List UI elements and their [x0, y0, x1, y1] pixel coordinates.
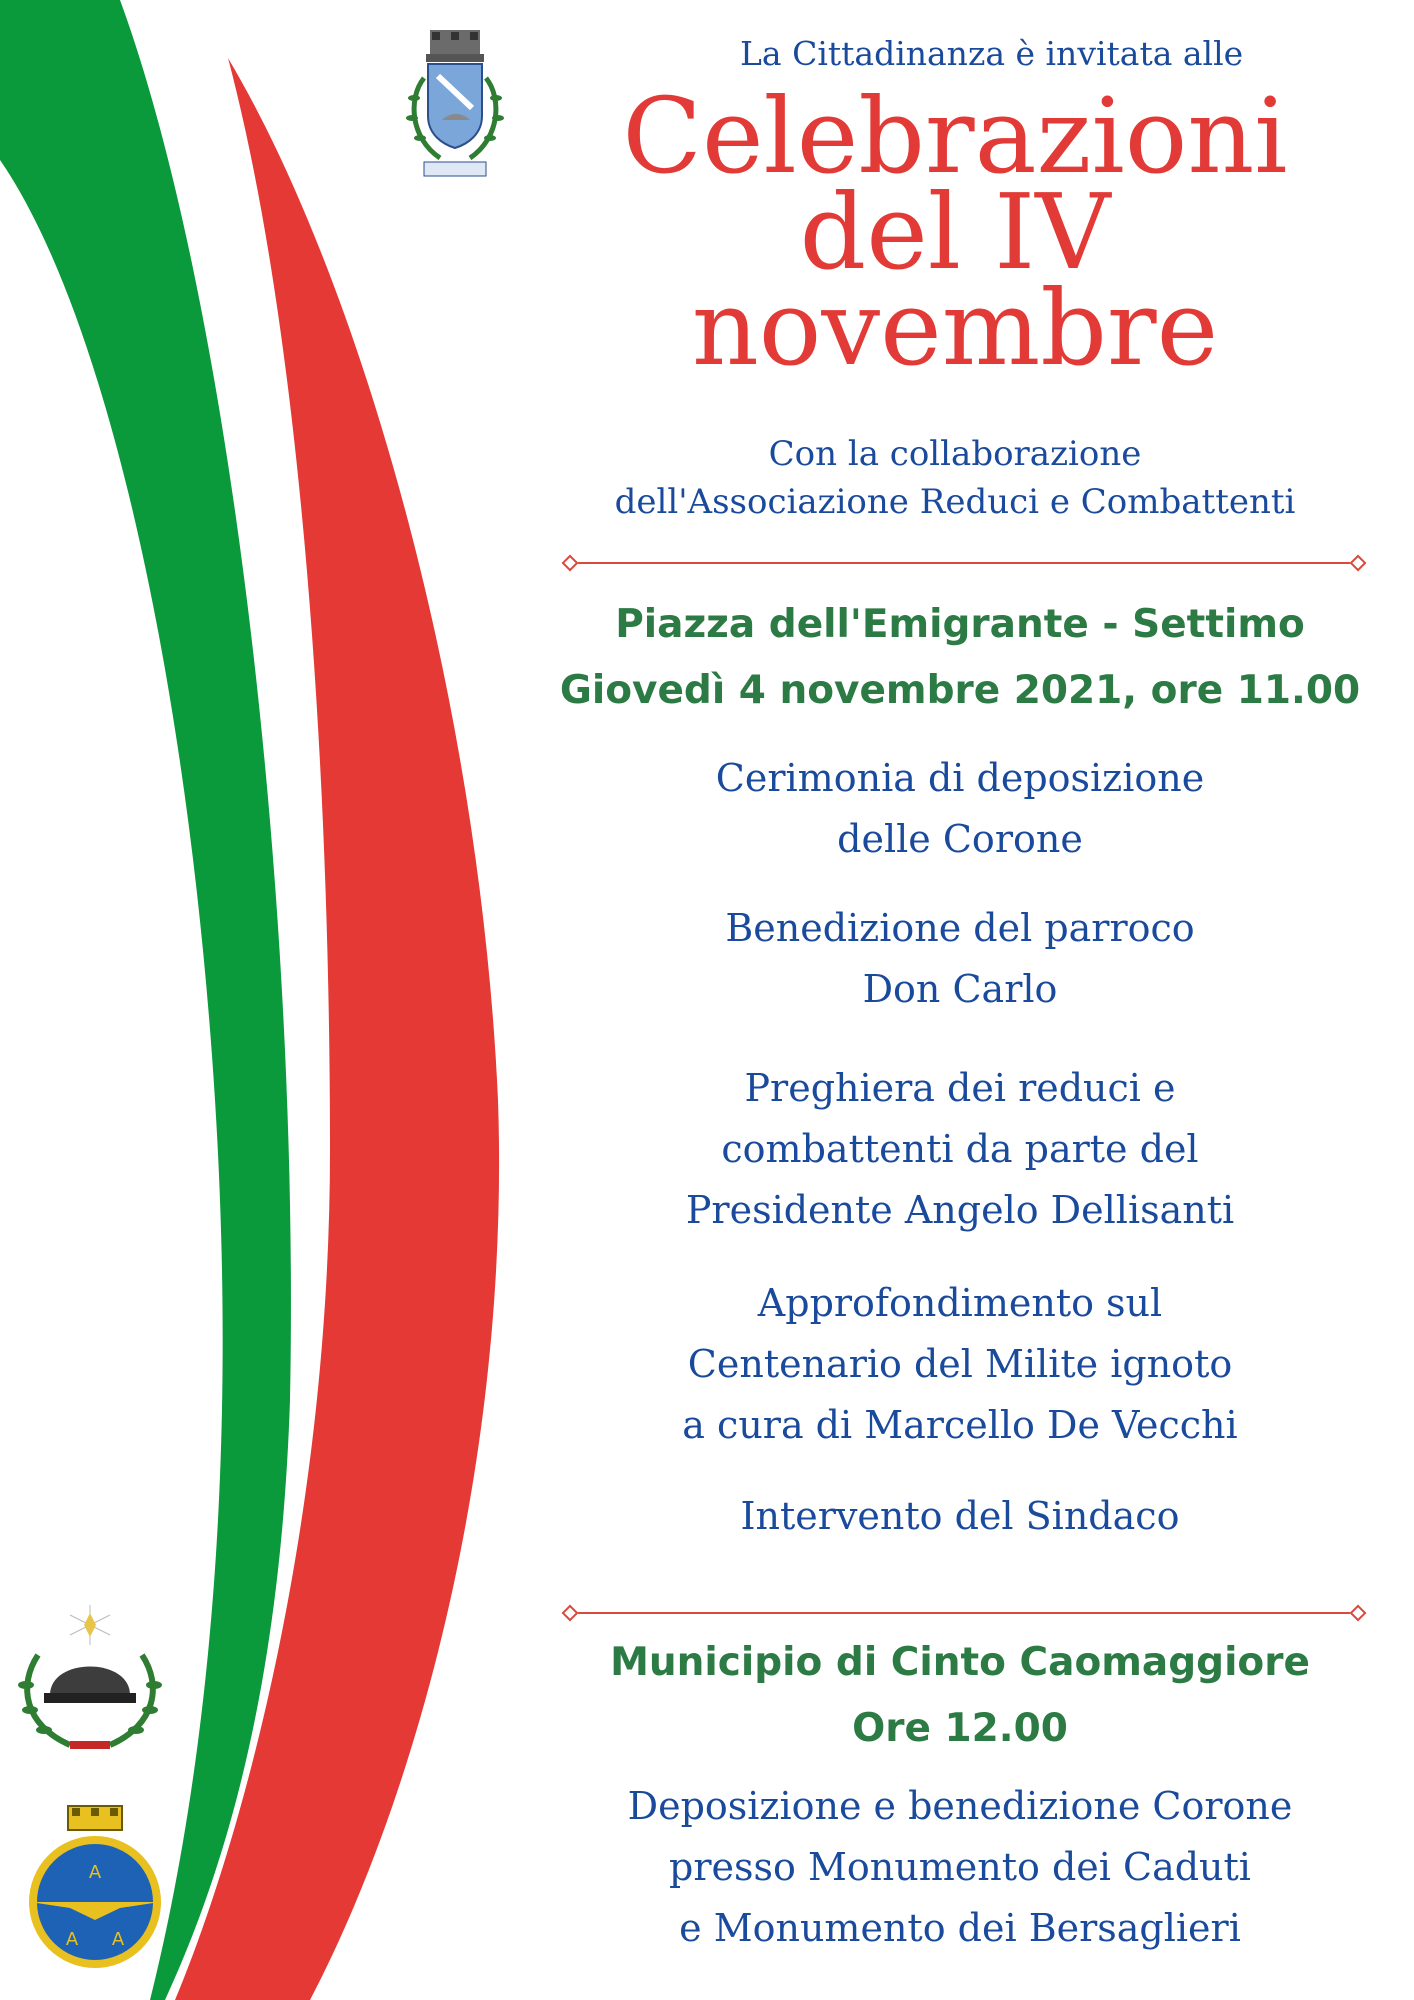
program-line: combattenti da parte del — [721, 1127, 1199, 1171]
collaboration-note — [540, 430, 1370, 526]
collab-line: dell'Associazione Reduci e Combattenti — [614, 482, 1296, 522]
program-line: Preghiera dei reduci e — [744, 1066, 1176, 1110]
program-item — [540, 1273, 1380, 1456]
aeronautica-letter: A — [65, 1929, 79, 1950]
section-divider — [570, 1612, 1358, 1614]
program-line: Deposizione e benedizione Corone — [627, 1784, 1293, 1828]
program-line: Presidente Angelo Dellisanti — [685, 1188, 1235, 1232]
event1-venue — [510, 592, 1410, 724]
program-line: e Monumento dei Bersaglieri — [679, 1906, 1241, 1950]
program-line: Benedizione del parroco — [725, 906, 1195, 950]
poster-title — [540, 75, 1370, 389]
program-line: Centenario del Milite ignoto — [687, 1342, 1233, 1386]
event2-venue — [510, 1630, 1410, 1762]
program-line: delle Corone — [837, 817, 1083, 861]
event2-place: Municipio di Cinto Caomaggiore — [610, 1640, 1310, 1685]
program-item — [540, 1058, 1380, 1241]
event1-datetime: Giovedì 4 novembre 2021, ore 11.00 — [559, 668, 1361, 713]
program-item — [540, 1776, 1380, 1959]
program-line: Approfondimento sul — [757, 1281, 1163, 1325]
invitation-line: La Cittadinanza è invitata alle — [740, 34, 1244, 73]
program-line: Cerimonia di deposizione — [715, 756, 1205, 800]
program-item — [540, 898, 1380, 1020]
program-item — [540, 748, 1380, 870]
title-line: Celebrazioni — [622, 75, 1288, 197]
program-line: a cura di Marcello De Vecchi — [682, 1403, 1238, 1447]
combattenti-emblem-icon — [10, 1595, 170, 1765]
municipal-coat-of-arms-icon — [390, 28, 520, 188]
program-line: presso Monumento dei Caduti — [669, 1845, 1251, 1889]
aeronautica-letter: A — [111, 1929, 125, 1950]
title-line: del IV — [799, 171, 1111, 293]
section-divider — [570, 562, 1358, 564]
event1-place: Piazza dell'Emigrante - Settimo — [615, 602, 1305, 647]
collab-line: Con la collaborazione — [768, 434, 1142, 474]
program-item — [540, 1486, 1380, 1547]
event2-time: Ore 12.00 — [852, 1706, 1068, 1751]
program-line: Intervento del Sindaco — [740, 1494, 1180, 1538]
aeronautica-emblem-icon — [20, 1800, 170, 1975]
title-line: novembre — [691, 267, 1219, 389]
aeronautica-letter: A — [88, 1862, 102, 1883]
program-line: Don Carlo — [862, 967, 1058, 1011]
